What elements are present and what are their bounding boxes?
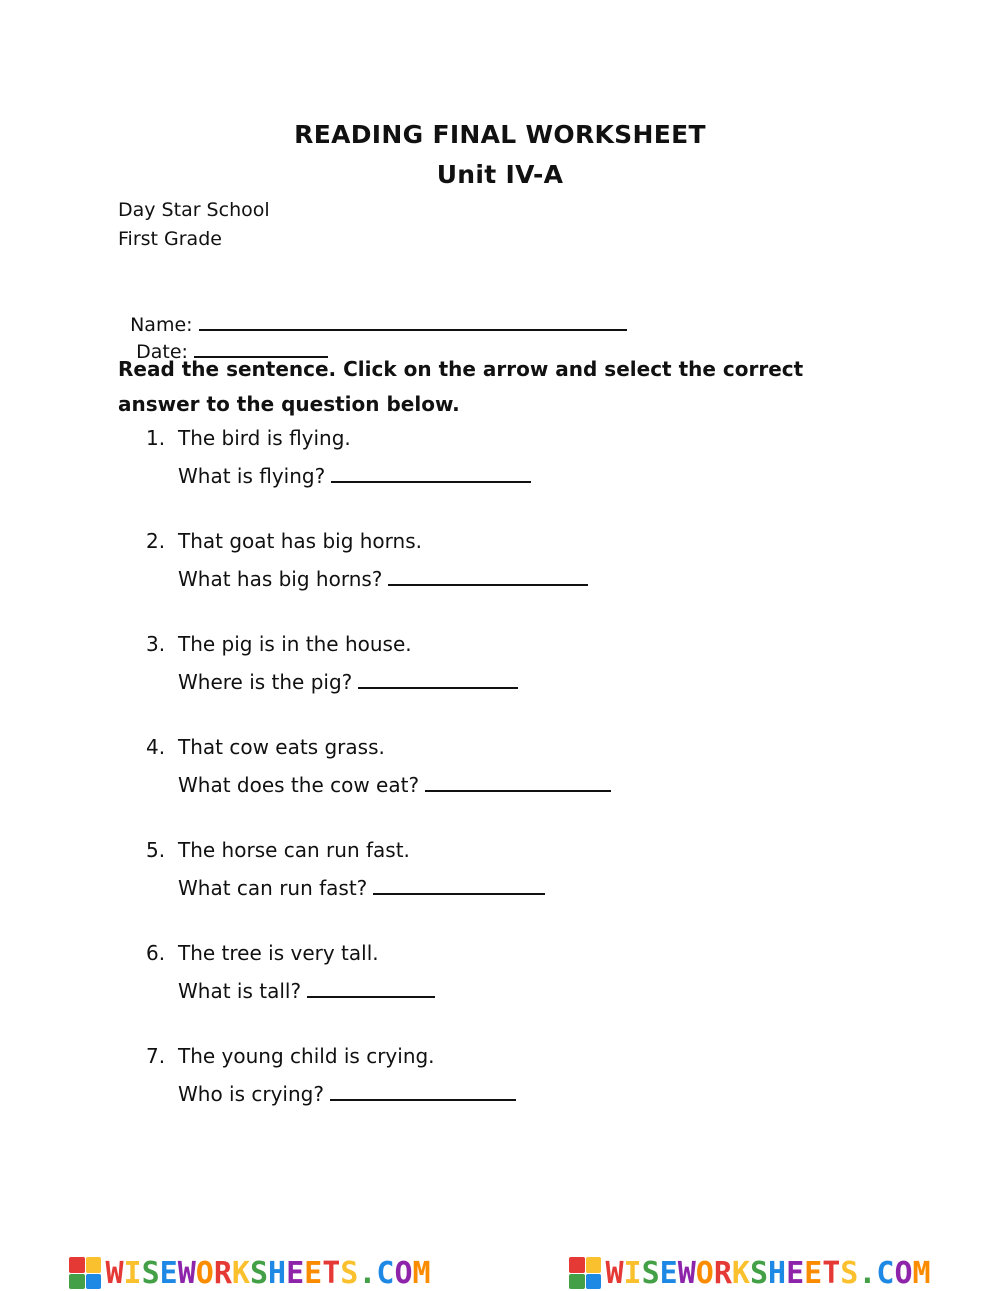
question-sentence: That cow eats grass. — [178, 735, 385, 759]
question-sentence: That goat has big horns. — [178, 529, 422, 553]
question-prompt: What has big horns? — [178, 567, 383, 591]
question-sentence: The tree is very tall. — [178, 941, 379, 965]
question-prompt: What is flying? — [178, 464, 326, 488]
question-sentence: The young child is crying. — [178, 1044, 435, 1068]
answer-dropdown[interactable] — [330, 1079, 516, 1101]
question-prompt: Where is the pig? — [178, 670, 353, 694]
question-prompt: What can run fast? — [178, 876, 368, 900]
question-sentence: The horse can run fast. — [178, 838, 410, 862]
question-prompt: Who is crying? — [178, 1082, 324, 1106]
watermark-left — [69, 1256, 430, 1291]
answer-dropdown[interactable] — [373, 873, 545, 895]
question-number: 5. — [146, 838, 166, 862]
answer-dropdown[interactable] — [331, 461, 531, 483]
question-number: 6. — [146, 941, 166, 965]
name-label: Name: — [130, 314, 193, 336]
question-number: 4. — [146, 735, 166, 759]
question-number: 1. — [146, 426, 166, 450]
question-prompt: What does the cow eat? — [178, 773, 420, 797]
worksheet-title: READING FINAL WORKSHEET — [294, 120, 706, 149]
question-number: 3. — [146, 632, 166, 656]
date-label: Date: — [136, 341, 188, 363]
school-name: Day Star School — [118, 199, 270, 221]
watermark-text: WISEWORKSHEETS.COM — [605, 1255, 931, 1291]
wiseworksheets-logo-icon — [569, 1257, 601, 1289]
question-prompt: What is tall? — [178, 979, 302, 1003]
grade-label: First Grade — [118, 228, 222, 250]
answer-dropdown[interactable] — [358, 667, 518, 689]
instructions: Read the sentence. Click on the arrow and select the correct answer to the question below. — [118, 357, 804, 416]
unit-title: Unit IV-A — [436, 160, 564, 189]
question-sentence: The pig is in the house. — [178, 632, 412, 656]
name-field[interactable] — [199, 309, 627, 331]
question-sentence: The bird is flying. — [178, 426, 351, 450]
footer-watermark — [0, 1255, 1000, 1291]
answer-dropdown[interactable] — [307, 976, 435, 998]
wiseworksheets-logo-icon — [69, 1257, 101, 1289]
watermark-right — [569, 1256, 930, 1291]
answer-dropdown[interactable] — [388, 564, 588, 586]
question-number: 7. — [146, 1044, 166, 1068]
watermark-text: WISEWORKSHEETS.COM — [105, 1255, 431, 1291]
answer-dropdown[interactable] — [425, 770, 611, 792]
question-number: 2. — [146, 529, 166, 553]
